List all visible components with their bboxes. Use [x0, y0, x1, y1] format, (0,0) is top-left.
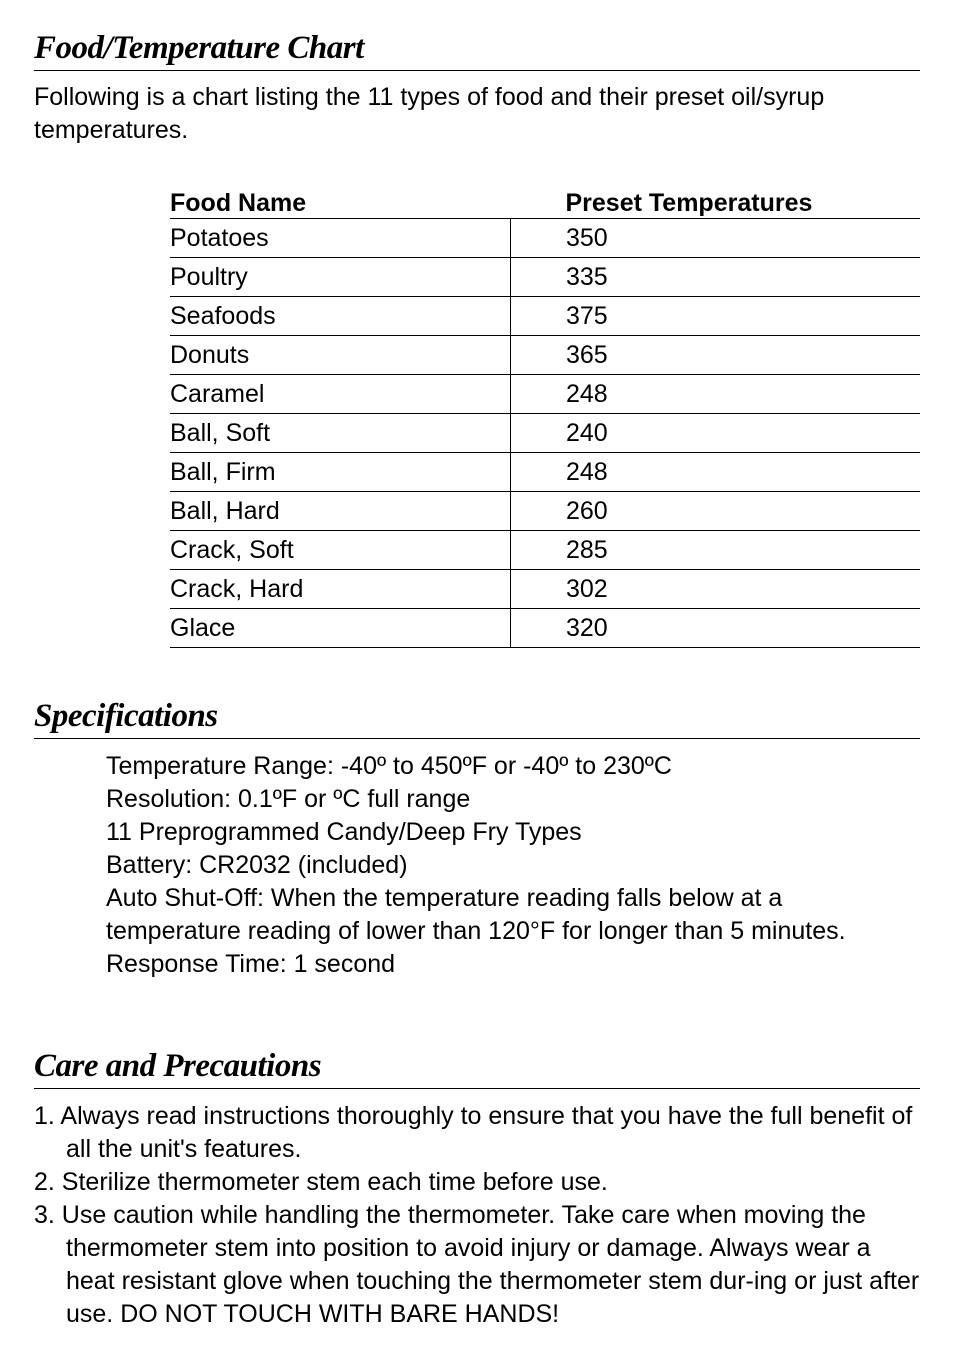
header-preset-temperatures: Preset Temperatures: [511, 185, 921, 219]
header-food-name: Food Name: [170, 185, 511, 219]
chart-intro: Following is a chart listing the 11 types of food and their preset oil/syrup temperatures.: [34, 83, 825, 144]
food-name-cell: Caramel: [170, 375, 511, 414]
preset-temperature-cell: 320: [511, 609, 921, 648]
table-header-row: [170, 185, 920, 219]
table-row: [170, 453, 920, 492]
food-name-cell: Donuts: [170, 336, 511, 375]
list-item: Response Time: 1 second: [106, 950, 396, 978]
preset-temperature-cell: 248: [511, 375, 921, 414]
food-name-cell: Ball, Firm: [170, 453, 511, 492]
preset-temperature-cell: 350: [511, 219, 921, 258]
list-item: Resolution: 0.1ºF or ºC full range: [106, 785, 471, 813]
food-name-cell: Crack, Soft: [170, 531, 511, 570]
food-name-cell: Potatoes: [170, 219, 511, 258]
table-row: [170, 258, 920, 297]
table-row: [170, 414, 920, 453]
preset-temperature-cell: 240: [511, 414, 921, 453]
list-item: Battery: CR2032 (included): [106, 851, 408, 879]
food-name-cell: Seafoods: [170, 297, 511, 336]
preset-temperature-cell: 375: [511, 297, 921, 336]
table-row: [170, 219, 920, 258]
table-row: [170, 375, 920, 414]
food-temperature-table: [170, 185, 920, 648]
preset-temperature-cell: 302: [511, 570, 921, 609]
preset-temperature-cell: 335: [511, 258, 921, 297]
food-name-cell: Poultry: [170, 258, 511, 297]
food-name-cell: Ball, Soft: [170, 414, 511, 453]
specifications-heading: Specifications: [34, 696, 920, 739]
care-heading: Care and Precautions: [34, 1046, 920, 1089]
table-row: [170, 570, 920, 609]
list-item: 1. Always read instructions thoroughly to ensure that you have the full benefit of all the unit's features.: [34, 1102, 913, 1163]
food-name-cell: Crack, Hard: [170, 570, 511, 609]
table-row: [170, 492, 920, 531]
preset-temperature-cell: 285: [511, 531, 921, 570]
list-item: Auto Shut-Off: When the temperature reading falls below at a temperature reading of lower than 120°F for longer than 5 minutes.: [106, 884, 846, 945]
table-row: [170, 609, 920, 648]
table-body: [170, 219, 920, 648]
table-row: [170, 336, 920, 375]
list-item: 3. Use caution while handling the thermometer. Take care when moving the thermometer stem into position to avoid injury or damage. Always wear a heat resistant glove when touching the thermometer stem dur-ing or just after use. DO NOT TOUCH WITH BARE HANDS!: [34, 1201, 920, 1328]
chart-heading: Food/Temperature Chart: [34, 28, 920, 71]
list-item: Temperature Range: -40º to 450ºF or -40º to 230ºC: [106, 752, 672, 780]
table-row: [170, 531, 920, 570]
preset-temperature-cell: 365: [511, 336, 921, 375]
food-name-cell: Glace: [170, 609, 511, 648]
list-item: 2. Sterilize thermometer stem each time before use.: [34, 1168, 608, 1196]
list-item: 11 Preprogrammed Candy/Deep Fry Types: [106, 818, 582, 846]
specifications-list: [106, 750, 906, 981]
table-row: [170, 297, 920, 336]
preset-temperature-cell: 260: [511, 492, 921, 531]
food-name-cell: Ball, Hard: [170, 492, 511, 531]
care-list: [34, 1100, 920, 1331]
preset-temperature-cell: 248: [511, 453, 921, 492]
